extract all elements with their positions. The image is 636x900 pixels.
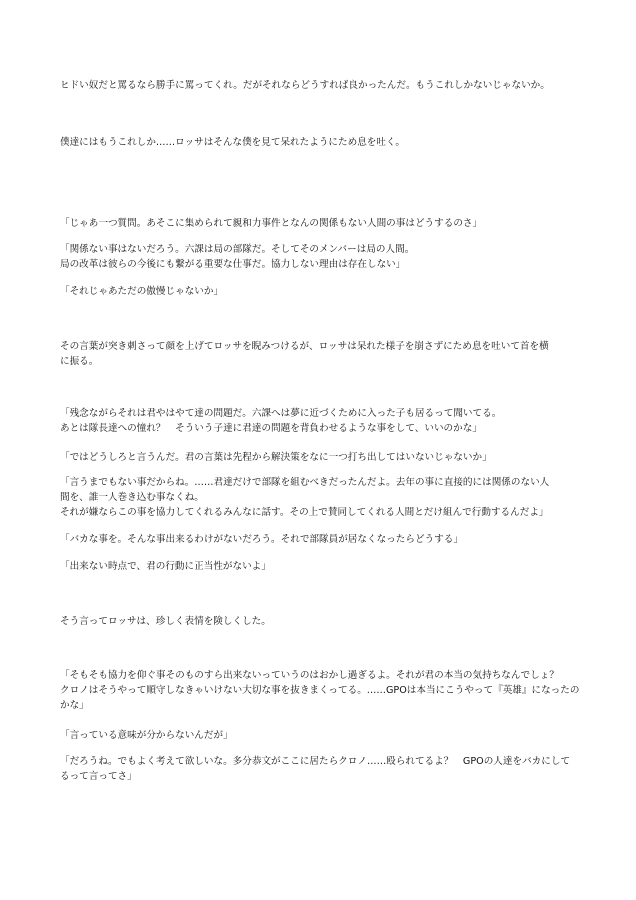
paragraph-10: 「バカな事を。そんな事出来るわけがないだろう。それで部隊員が居なくなったらどうする」 bbox=[60, 534, 463, 545]
paragraph-8: 「ではどうしろと言うんだ。君の言葉は先程から解決策をなに一つ打ち出してはいないじゃないか」 bbox=[60, 452, 492, 463]
paragraph-6: その言葉が突き刺さって顔を上げてロッサを睨みつけるが、ロッサは呆れた様子を崩さずにため息を吐いて首を横 に振る。 bbox=[60, 341, 549, 367]
paragraph-9: 「言うまでもない事だからね。……君達だけで部隊を組むべきだったんだよ。去年の事に直接的には関係のない人 間を、誰一人巻き込む事なくね。 それが嫌ならこの事を協力してくれるみんなに話す。その上で賛同してくれる人間とだけ組んで行動するんだよ」 bbox=[60, 477, 550, 518]
paragraph-1: ヒドい奴だと罵るなら勝手に罵ってくれ。だがそれならどうすれば良かったんだ。もうこれしかないじゃないか。 bbox=[60, 80, 550, 91]
paragraph-5: 「それじゃあただの傲慢じゃないか」 bbox=[60, 286, 224, 297]
paragraph-4: 「関係ない事はないだろう。六課は局の部隊だ。そしてそのメンバーは局の人間。 局の改革は彼らの今後にも繋がる重要な仕事だ。協力しない理由は存在しない」 bbox=[60, 244, 415, 270]
paragraph-11: 「出来ない時点で、君の行動に正当性がないよ」 bbox=[60, 561, 271, 572]
paragraph-14: 「言っている意味が分からないんだが」 bbox=[60, 730, 233, 741]
paragraph-3: 「じゃあ一つ質問。あそこに集められて親和力事件となんの関係もない人間の事はどうするのさ」 bbox=[60, 218, 483, 229]
paragraph-13: 「そもそも協力を仰ぐ事そのものすら出来ないっていうのはおかし過ぎるよ。それが君の本当の気持ちなんでしょ？ クロノはそうやって順守しなきゃいけない大切な事を抜きまくってる。……GPOは本当にこうやって『英雄』になったの かな」 bbox=[60, 670, 580, 711]
paragraph-2: 僕達にはもうこれしか……ロッサはそんな僕を見て呆れたようにため息を吐く。 bbox=[60, 137, 405, 148]
paragraph-12: そう言ってロッサは、珍しく表情を険しくした。 bbox=[60, 616, 271, 627]
paragraph-15: 「だろうね。でもよく考えて欲しいな。多分恭文がここに居たらクロノ……殴られてるよ？ GPOの人達をバカにして るって言ってさ」 bbox=[60, 756, 571, 782]
paragraph-7: 「残念ながらそれは君やはやて達の問題だ。六課へは夢に近づくために入った子も居るって聞いてる。 あとは隊長達への憧れ？ そういう子達に君達の問題を背負わせるような事をして、いいのかな」 bbox=[60, 408, 502, 434]
